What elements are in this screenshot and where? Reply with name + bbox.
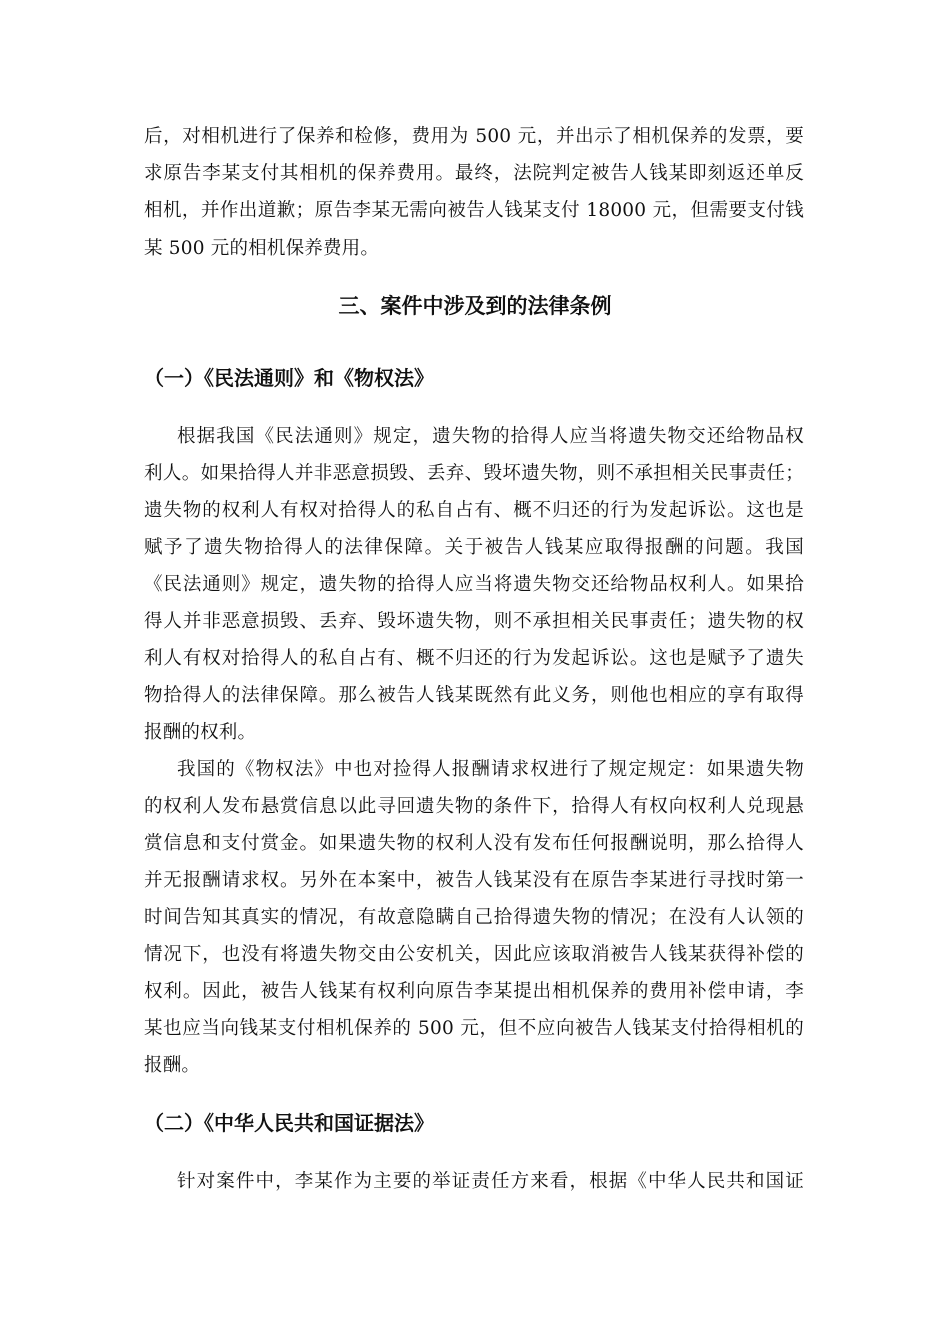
paragraph-line: 相机，并作出道歉；原告李某无需向被告人钱某支付 18000 元，但需要支付钱 bbox=[144, 200, 804, 221]
paragraph-line: 某也应当向钱某支付相机保养的 500 元，但不应向被告人钱某支付拾得相机的 bbox=[144, 1018, 804, 1039]
paragraph-line: 报酬。 bbox=[144, 1055, 201, 1076]
section-heading: 三、案件中涉及到的法律条例 bbox=[338, 294, 612, 318]
paragraph-line: 的权利人发布悬赏信息以此寻回遗失物的条件下，拾得人有权向权利人兑现悬 bbox=[144, 796, 804, 817]
paragraph-line: 求原告李某支付其相机的保养费用。最终，法院判定被告人钱某即刻返还单反 bbox=[144, 163, 804, 184]
paragraph-line: 《民法通则》规定，遗失物的拾得人应当将遗失物交还给物品权利人。如果拾 bbox=[144, 574, 804, 595]
paragraph-line: 我国的《物权法》中也对捡得人报酬请求权进行了规定规定：如果遗失物 bbox=[177, 759, 804, 780]
paragraph-line: 赏信息和支付赏金。如果遗失物的权利人没有发布任何报酬说明，那么拾得人 bbox=[144, 833, 804, 854]
subsection-heading: （二）《中华人民共和国证据法》 bbox=[144, 1111, 434, 1135]
subsection-heading: （一）《民法通则》和《物权法》 bbox=[144, 366, 434, 390]
paragraph-line: 遗失物的权利人有权对拾得人的私自占有、概不归还的行为发起诉讼。这也是 bbox=[144, 500, 804, 521]
paragraph-line: 赋予了遗失物拾得人的法律保障。关于被告人钱某应取得报酬的问题。我国 bbox=[144, 537, 804, 558]
paragraph-line: 情况下，也没有将遗失物交由公安机关，因此应该取消被告人钱某获得补偿的 bbox=[144, 944, 804, 965]
paragraph-line: 根据我国《民法通则》规定，遗失物的拾得人应当将遗失物交还给物品权 bbox=[177, 426, 804, 447]
paragraph-line: 针对案件中，李某作为主要的举证责任方来看，根据《中华人民共和国证 bbox=[177, 1171, 804, 1192]
paragraph-line: 得人并非恶意损毁、丢弃、毁坏遗失物，则不承担相关民事责任；遗失物的权 bbox=[144, 611, 804, 632]
paragraph-line: 某 500 元的相机保养费用。 bbox=[144, 238, 380, 259]
paragraph-line: 时间告知其真实的情况，有故意隐瞒自己拾得遗失物的情况；在没有人认领的 bbox=[144, 907, 804, 928]
paragraph-line: 权利。因此，被告人钱某有权利向原告李某提出相机保养的费用补偿申请，李 bbox=[144, 981, 804, 1002]
paragraph-line: 后，对相机进行了保养和检修，费用为 500 元，并出示了相机保养的发票，要 bbox=[144, 126, 804, 147]
paragraph-line: 并无报酬请求权。另外在本案中，被告人钱某没有在原告李某进行寻找时第一 bbox=[144, 870, 804, 891]
paragraph-line: 报酬的权利。 bbox=[144, 722, 257, 743]
paragraph-line: 物拾得人的法律保障。那么被告人钱某既然有此义务，则他也相应的享有取得 bbox=[144, 685, 804, 706]
paragraph-line: 利人。如果拾得人并非恶意损毁、丢弃、毁坏遗失物，则不承担相关民事责任； bbox=[144, 463, 804, 484]
paragraph-line: 利人有权对拾得人的私自占有、概不归还的行为发起诉讼。这也是赋予了遗失 bbox=[144, 648, 804, 669]
